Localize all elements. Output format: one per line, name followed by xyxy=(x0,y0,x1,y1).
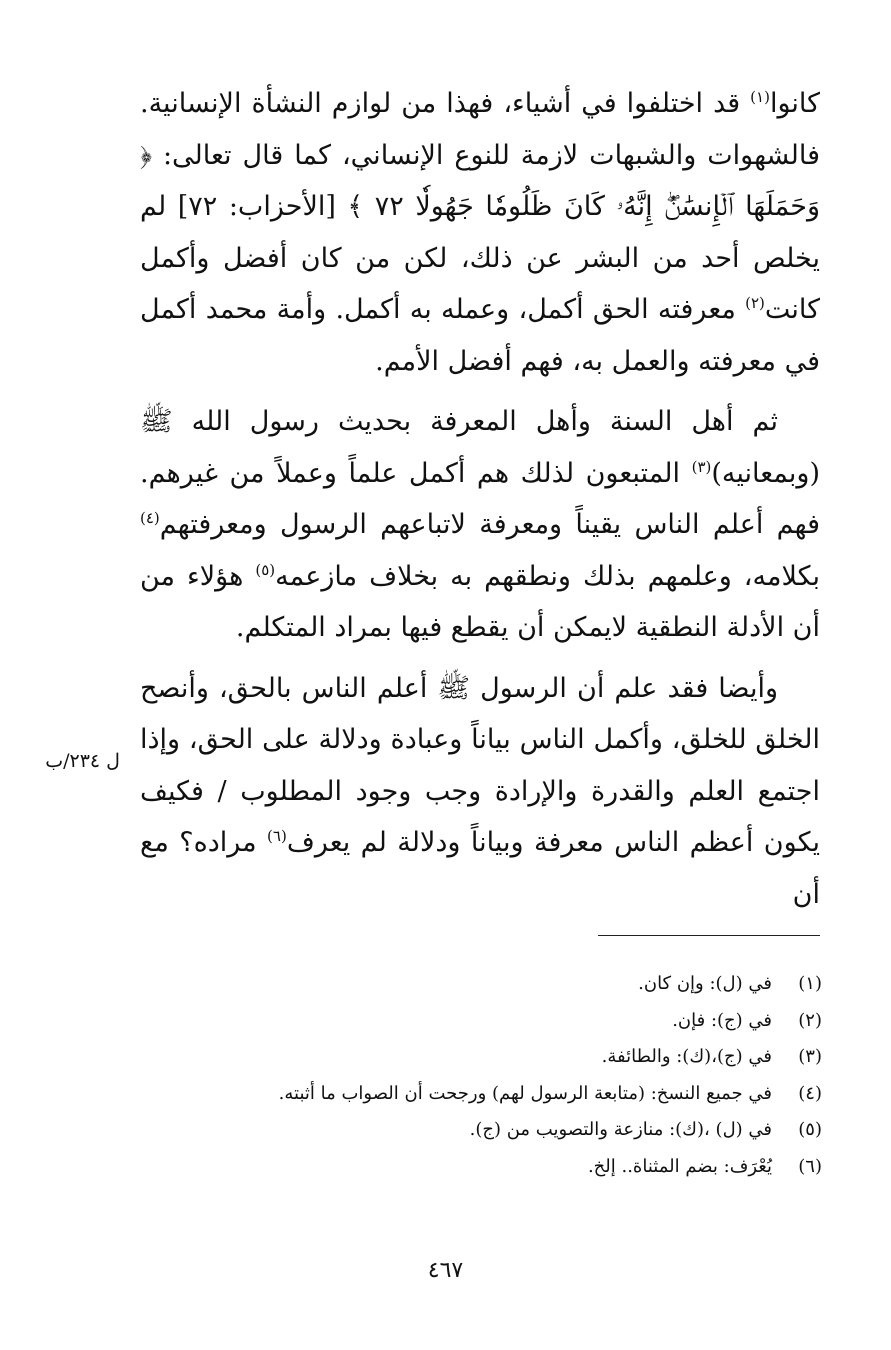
text-segment: مراده؟ مع أن xyxy=(140,827,820,910)
footnote-ref: (٣) xyxy=(691,457,712,476)
footnote xyxy=(150,1003,822,1040)
footnote-ref: (٤) xyxy=(140,509,160,527)
text-segment: هؤلاء من أن الأدلة النطقية لايمكن أن يقطع فيها بمراد المتكلم. xyxy=(140,560,820,643)
footnote-text: في (ل) ،(ك): منازعة والتصويب من (ج). xyxy=(469,1119,772,1141)
quran-verse: ﴿ وَحَمَلَهَا ٱلۡإِنسَٰنُۖ إِنَّهُۥ كَانَ ظَلُومٗا جَهُولٗا ٧٢ ﴾ xyxy=(140,139,821,222)
text-segment: معرفته الحق أكمل، وعمله به أكمل. وأمة محمد أكمل في معرفته والعمل به، فهم أفضل الأمم. xyxy=(140,294,820,377)
footnote-number: (٥) xyxy=(798,1119,822,1141)
footnote-text: في جميع النسخ: (متابعة الرسول لهم) ورجحت أن الصواب ما أثبته. xyxy=(278,1082,772,1104)
footnote-ref: (٢) xyxy=(745,294,765,312)
footnote xyxy=(150,1112,822,1149)
footnote-number: (١) xyxy=(798,973,822,994)
footnote-text: يُعْرَف: بضم المثناة.. إلخ. xyxy=(587,1155,772,1177)
footnote xyxy=(150,1076,822,1113)
footnote-ref: (١) xyxy=(750,88,770,106)
footnote-text: في (ج): فإن. xyxy=(672,1009,772,1031)
text-segment: المتبعون لذلك هم أكمل علماً وعملاً من غيرهم. فهم أعلم الناس يقيناً ومعرفة لاتباعهم الرسول ومعرفتهم xyxy=(140,457,820,540)
footnote-ref: (٥) xyxy=(255,560,276,579)
text-segment: ثم أهل السنة وأهل المعرفة بحديث رسول الله ﷺ (وبمعانيه) xyxy=(140,406,820,489)
text-segment: [الأحزاب: ٧٢] لم يخلص أحد من البشر عن ذلك، لكن من كان أفضل وأكمل كانت xyxy=(140,191,820,325)
footnote-text: في (ج)،(ك): والطائفة. xyxy=(601,1046,772,1068)
text-segment: وأيضا فقد علم أن الرسول ﷺ أعلم الناس بالحق، وأنصح الخلق للخلق، وأكمل الناس بياناً وعبادة ودلالة على الحق، وإذا اجتمع العلم والقدرة والإرادة وجب وجود المطلوب / فكيف يكون أعظم الناس معرفة وبياناً ودلالة لم يعرف xyxy=(140,672,821,858)
footnote-number: (٤) xyxy=(798,1082,822,1104)
footnote xyxy=(150,1039,822,1076)
footnote-ref: (٦) xyxy=(267,827,287,845)
main-text xyxy=(140,78,820,920)
manuscript-folio-marker: ل ٢٣٤/ب xyxy=(45,750,120,772)
text-segment: بكلامه، وعلمهم بذلك ونطقهم به بخلاف مازعمه xyxy=(275,560,820,592)
paragraph xyxy=(140,396,820,654)
footnote-number: (٣) xyxy=(798,1046,822,1068)
footnote xyxy=(150,1149,822,1186)
footnote-number: (٢) xyxy=(798,1009,822,1031)
paragraph xyxy=(140,663,820,921)
footnote xyxy=(150,966,822,1003)
footnote-separator xyxy=(598,935,820,936)
text-segment: كانوا xyxy=(769,88,820,119)
footnotes xyxy=(150,966,822,1186)
page-number: ٤٦٧ xyxy=(427,1258,464,1283)
paragraph xyxy=(140,78,820,387)
footnote-number: (٦) xyxy=(798,1155,822,1177)
footnote-text: في (ل): وإن كان. xyxy=(638,973,772,994)
text-segment: قد اختلفوا في أشياء، فهذا من لوازم النشأة الإنسانية. فالشهوات والشبهات لازمة للنوع الإنساني، كما قال تعالى: xyxy=(140,88,820,171)
